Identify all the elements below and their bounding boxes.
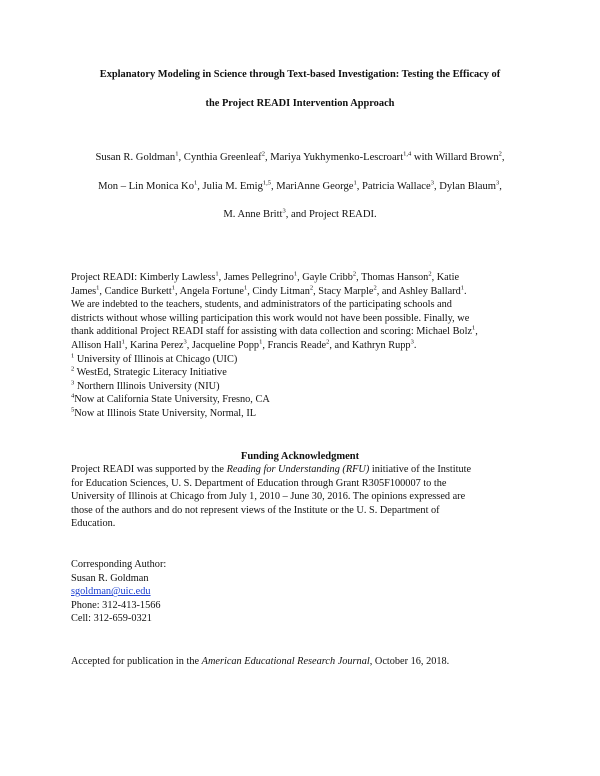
project-readi-acknowledgment: [71, 271, 541, 421]
readi-line-2: James$^1$, Candice Burkett$^1$, Angela Fortune$^1$, Cindy Litman$^2$, Stacy Marple$^2$, and Ashley Ballard$^1$.: [71, 284, 467, 297]
affiliation-4: $^4$Now at California State University, Fresno, CA: [71, 392, 270, 406]
email-link[interactable]: sgoldman@uic.edu: [71, 586, 151, 598]
affiliation-2: $^2$ WestEd, Strategic Literacy Initiative: [71, 365, 227, 379]
funding-line-1: Project READI was supported by the Reading for Understanding (RFU) initiative of the Institute: [71, 464, 472, 475]
corresponding-author: [71, 558, 541, 626]
readi-line-1: Project READI: Kimberly Lawless$^1$, James Pellegrino$^1$, Gayle Cribb$^2$, Thomas Hanson$^2$, Katie: [71, 270, 460, 283]
corresponding-name: Susan R. Goldman: [71, 572, 149, 584]
readi-line-4: districts without whose willing participation this work would not have been possible. Finally, we: [71, 312, 470, 324]
acceptance-note: Accepted for publication in the American Educational Research Journal, October 16, 2018.: [71, 656, 450, 667]
readi-line-5: thank additional Project READI staff for assisting with data collection and scoring: Michael Bolz$^1$,: [71, 324, 478, 338]
readi-line-3: We are indebted to the teachers, students, and administrators of the participating schools and: [71, 299, 452, 311]
author-line-3: M. Anne Britt$^3$, and Project READI.: [223, 207, 377, 220]
paper-title-line-1: Explanatory Modeling in Science through Text-based Investigation: Testing the Efficacy of: [99, 69, 501, 80]
affiliation-3: $^3$ Northern Illinois University (NIU): [71, 379, 220, 392]
funding-line-3: University of Illinois at Chicago from July 1, 2010 – June 30, 2016. The opinions expressed are: [71, 491, 466, 503]
corresponding-label: Corresponding Author:: [71, 559, 167, 570]
phone-number: Phone: 312-413-1566: [71, 599, 161, 611]
readi-line-6: Allison Hall$^1$, Karina Perez$^3$, Jacqueline Popp$^1$, Francis Reade$^2$, and Kathryn Rupp$^3$.: [71, 338, 417, 351]
funding-acknowledgment: [71, 463, 541, 531]
affiliation-5: $^5$Now at Illinois State University, Normal, IL: [71, 406, 257, 419]
author-line-2: Mon – Lin Monica Ko$^1$, Julia M. Emig$^{1,5}$, MariAnne George$^1$, Patricia Wallace$^3$, Dylan Blaum$^3$,: [98, 179, 502, 192]
cell-number: Cell: 312-659-0321: [71, 613, 152, 625]
author-line-1: Susan R. Goldman$^1$, Cynthia Greenleaf$^2$, Mariya Yukhymenko-Lescroart$^{1,4}$ with Willard Brown$^2$,: [95, 150, 505, 163]
rfu-initiative: Reading for Understanding (RFU): [226, 464, 370, 475]
funding-heading: Funding Acknowledgment: [240, 451, 360, 462]
journal-name: American Educational Research Journal: [201, 656, 370, 667]
funding-line-2: for Education Sciences, U. S. Department of Education through Grant R305F100007 to the: [71, 477, 447, 489]
funding-line-4: those of the authors and do not represent views of the Institute or the U. S. Department of: [71, 504, 440, 516]
affiliation-1: $^1$ University of Illinois at Chicago (UIC): [71, 352, 238, 365]
paper-title-line-2: the Project READI Intervention Approach: [205, 98, 395, 109]
funding-line-5: Education.: [71, 518, 116, 530]
